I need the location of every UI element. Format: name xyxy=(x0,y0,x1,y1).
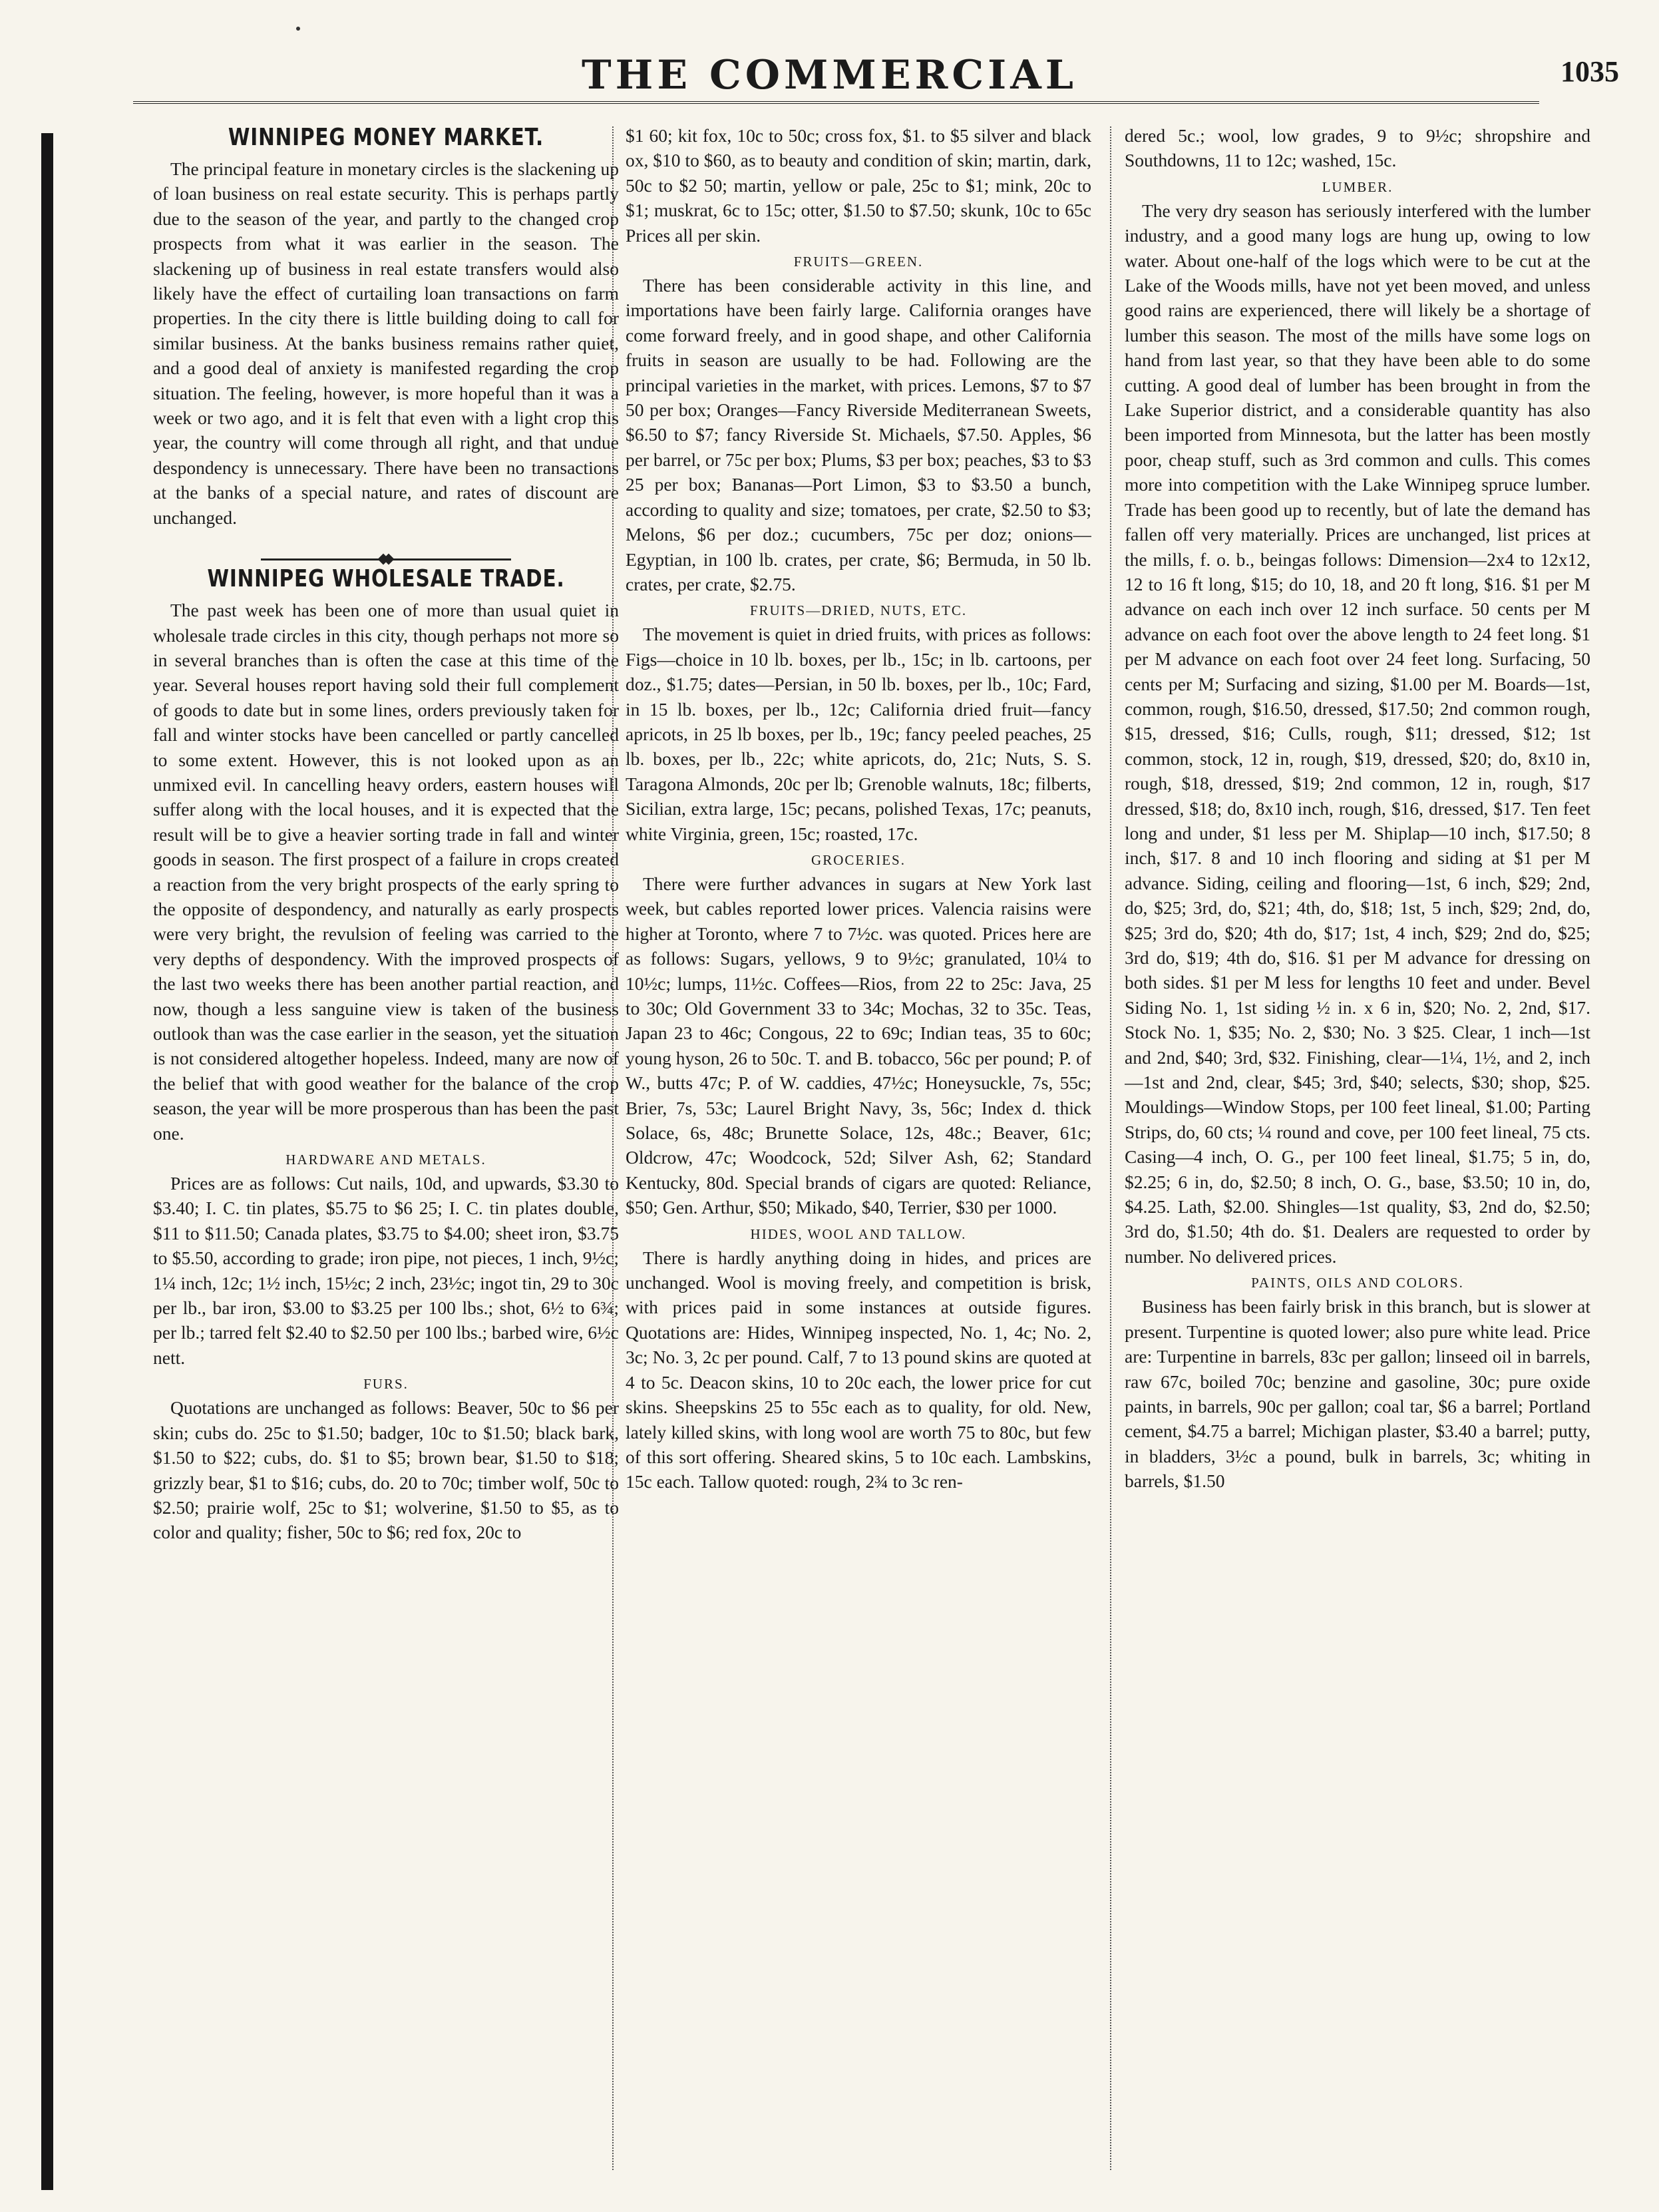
column-3 xyxy=(1125,123,1590,2173)
column-1 xyxy=(153,123,619,2173)
furs-text: Quotations are unchanged as follows: Beaver, 50c to $6 per skin; cubs do. 25c to $1.50; badger, 10c to $1.50; black bark, $1.50 to $22; cubs, do. $1 to $5; brown bear, $1.50 to $18; grizzly bear, $1 to $16; cubs, do. 20 to 70c; timber wolf, 50c to $2.50; prairie wolf, 25c to $1; wolverine, $1.50 to $5, as to color and quality; fisher, 50c to $6; red fox, 20c to xyxy=(153,1397,619,1543)
section-divider xyxy=(153,545,619,553)
column-2 xyxy=(626,123,1091,2173)
hardware-text: Prices are as follows: Cut nails, 10d, and upwards, $3.30 to $3.40; I. C. tin plates, $5.75 to $6 25; I. C. tin plates double, $11 to $11.50; Canada plates, $3.75 to $4.00; sheet iron, $3.75 to $5.50, according to grade; iron pipe, not pieces, 1 inch, 9½c; 1¼ inch, 12c; 1½ inch, 15½c; 2 inch, 23½c; ingot tin, 29 to 30c per lb., bar iron, $3.00 to $3.25 per 100 lbs.; shot, 6½ to 6¾; per lb.; tarred felt $2.40 to $2.50 per 100 lbs.; barbed wire, 6½c nett. xyxy=(153,1173,619,1368)
furs-heading: FURS. xyxy=(363,1376,409,1393)
newspaper-title: THE COMMERCIAL xyxy=(582,52,1077,99)
lumber-heading: LUMBER. xyxy=(1322,178,1393,195)
money-market-text: The principal feature in monetary circles is the slackening up of loan business on real estate security. This is perhaps partly due to the season of the year, and partly to the changed crop prospects from what it was earlier in the season. The slackening up of business in real estate transfers would also likely have the effect of curtailing loan transactions on farm properties. In the city there is little building doing to call for similar business. At the banks business remains rather quiet, and a good deal of anxiety is manifested regarding the crop situation. The feeling, however, is more hopeful than it was a week or two ago, and it is felt that even with a light crop this year, the country will come through all right, and that undue despondency is unnecessary. There have been no transactions at the banks of a special nature, and rates of discount are unchanged. xyxy=(153,158,619,528)
groceries-text: There were further advances in sugars at New York last week, but cables reported lower prices. Valencia raisins were higher at Toronto, where 7 to 7½c. was quoted. Prices here are as follows: Sugars, yellows, 9 to 9½c; granulated, 10¼ to 10½c; lumps, 11½c. Coffees—Rios, from 22 to 25c: Java, 25 to 30c; Old Government 33 to 34c; Mochas, 32 to 35c. Teas, Japan 23 to 46c; Congous, 22 to 69c; Indian teas, 35 to 60c; young hyson, 26 to 50c. T. and B. tobacco, 56c per pound; P. of W., butts 47c; P. of W. caddies, 47½c; Honeysuckle, 7s, 55c; Brier, 7s, 53c; Laurel Bright Navy, 3s, 56c; Index d. thick Solace, 6s, 48c; Brunette Solace, 12s, 48c.; Beaver, 61c; Oldcrow, 47c; Woodcock, 52d; Silver Ash, 62; Standard Kentucky, 80d. Special brands of cigars are quoted: Reliance, $50; Gen. Arthur, $50; Mikado, $40, Terrier, $30 per 1000. xyxy=(626,873,1091,1218)
hardware-heading: HARDWARE AND METALS. xyxy=(285,1152,486,1168)
lumber-text: The very dry season has seriously interfered with the lumber industry, and a good many logs are hung up, owing to low water. About one-half of the logs which were to be cut at the Lake of the Woods mills, have not yet been moved, and unless good rains are experienced, there will likely be a shortage of lumber this season. The most of the mills have some logs on hand from last year, so that they have been able to do some cutting. A good deal of lumber has been brought in from the Lake Superior district, and a considerable quantity has also been imported from Minnesota, but the latter has been mostly poor, cheap stuff, such as 3rd common and culls. This comes more into competition with the Lake Winnipeg spruce lumber. Trade has been good up to recently, but of late the demand has fallen off very materially. Prices are unchanged, list prices at the mills, f. o. b., beingas follows: Dimension—2x4 to 12x12, 12 to 16 ft long, $15; do 10, 18, and 20 ft long, $16. $1 per M advance on each inch over 12 inch surface. 50 cents per M advance on each foot over the above length to 24 feet long. $1 per M advance on each foot over 24 feet long. Surfacing, 50 cents per M; Surfacing and sizing, $1.00 per M. Boards—1st, common, rough, $16.50, dressed, $17.50; 2nd common rough, $15, dressed, $16; Culls, rough, $11; dressed, $12; 1st common, stock, 12 in, rough, $19, dressed, $20; do, 8x10 in, rough, $18, dressed, $19; 2nd common, 12 in, rough, $17 dressed, $18; do, 8x10 inch, rough, $16, dressed, $17. Ten feet long and under, $1 less per M. Shiplap—10 inch, $17.50; 8 inch, $17. 8 and 10 inch flooring and siding at $1 per M advance. Siding, ceiling and flooring—1st, 6 inch, $29; 2nd, do, $25; 3rd, do, $21; 4th, do, $18; 1st, 5 inch, $29; 2nd, do, $25; 3rd do, $20; 4th do, $17; 1st, 4 inch, $29; 2nd do, $25; 3rd do, $19; 4th do, $16. $1 per M advance for dressing on both sides. $1 per M less for lengths 10 feet and under. Bevel Siding No. 1, 1st siding ½ in. x 6 in, $20; No. 2, 2nd, $17. Stock No. 1, $35; No. 2, $30; No. 3 $25. Clear, 1 inch—1st and 2nd, $40; 3rd, $32. Finishing, clear—1¼, 1½, and 2, inch—1st and 2nd, clear, $45; 3rd, $40; selects, $30; shop, $25. Mouldings—Window Stops, per 100 feet lineal, $1.00; Parting Strips, do, 60 cts; ¼ round and cove, per 100 feet lineal, 75 cts. Casing—4 inch, O. G., per 100 feet lineal, $1.75; 5 in, do, $2.25; 6 in, do, $2.50; 8 inch, O. G., base, $3.50; 10 in, do, $4.25. Lath, $2.00. Shingles—1st quality, $3, 2nd do, $2.50; 3rd do, $1.50; 4th do. $1. Dealers are requested to order by number. No delivered prices. xyxy=(1125,200,1590,1267)
fruits-green-heading: FRUITS—GREEN. xyxy=(793,254,924,270)
groceries-heading: GROCERIES. xyxy=(811,851,906,868)
paints-heading: PAINTS, OILS AND COLORS. xyxy=(1251,1275,1464,1291)
speck xyxy=(296,27,300,31)
paints-text: Business has been fairly brisk in this branch, but is slower at present. Turpentine is quoted lower; also pure white lead. Price are: Turpentine in barrels, 83c per gallon; linseed oil in barrels, raw 67c, boiled 70c; benzine and gasoline, 30c; pure oxide paints, in barrels, 90c per gallon; coal tar, $6 a barrel; Portland cement, $4.75 a barrel; Michigan plaster, $3.40 a barrel; putty, in bladders, 3½c a pound, bulk in barrels, 3c; whiting in barrels, $1.50 xyxy=(1125,1296,1590,1492)
fruits-dried-heading: FRUITS—DRIED, NUTS, ETC. xyxy=(749,602,968,619)
hides-text: There is hardly anything doing in hides, and prices are unchanged. Wool is moving freely, and competition is brisk, with prices paid in some instances at outside figures. Quotations are: Hides, Winnipeg inspected, No. 1, 4c; No. 2, 3c; No. 3, 2c per pound. Calf, 7 to 13 pound skins are quoted at 4 to 5c. Deacon skins, 10 to 20c each, the lower price for cut skins. Sheepskins 25 to 55c each as to quality, for old. New, lately killed skins, with long wool are worth 75 to 80c, but few of this sort offering. Sheared skins, 5 to 10c each. Lambskins, 15c each. Tallow quoted: rough, 2¾ to 3c ren- xyxy=(626,1247,1091,1492)
fruits-green-text: There has been considerable activity in this line, and importations have been fairly large. California oranges have come forward freely, and in good shape, and other California fruits in season are usually to be had. Following are the principal varieties in the market, with prices. Lemons, $7 to $7 50 per box; Oranges—Fancy Riverside Mediterranean Sweets, $6.50 to $7; fancy Riverside St. Michaels, $7.50. Apples, $6 per barrel, or 75c per box; Plums, $3 per box; peaches, $3 to $3 25 per box; Bananas—Port Limon, $3 to $3.50 a bunch, according to quality and size; tomatoes, per crate, $2.50 to $3; Melons, $6 per doz.; cucumbers, 75c per doz; onions—Egyptian, in 100 lb. crates, per crate, $6; Bermuda, in 50 lb. crates, per crate, $2.75. xyxy=(626,275,1091,594)
furs-continued: $1 60; kit fox, 10c to 50c; cross fox, $1. to $5 silver and black ox, $10 to $60, as to beauty and condition of skin; martin, dark, 50c to $2 50; martin, yellow or pale, 25c to $1; mink, 20c to $1; muskrat, 6c to 15c; otter, $1.50 to $7.50; skunk, 10c to 65c Prices all per skin. xyxy=(626,125,1091,246)
money-market-title: WINNIPEG MONEY MARKET. xyxy=(228,124,544,151)
wholesale-trade-title: WINNIPEG WHOLESALE TRADE. xyxy=(207,565,565,593)
hides-heading: HIDES, WOOL AND TALLOW. xyxy=(750,1225,967,1242)
wholesale-trade-text: The past week has been one of more than usual quiet in wholesale trade circles in this city, though perhaps not more so in several branches than is often the case at this time of the year. Several houses report having sold their full complement of goods to date but in some lines, orders previously taken for fall and winter stocks have been cancelled or partly cancelled to some extent. However, this is not looked upon as an unmixed evil. In cancelling heavy orders, eastern houses will suffer along with the local houses, and it is expected that the result will be to give a heavier sorting trade in fall and winter goods in season. The first prospect of a failure in crops created a reaction from the very bright prospects of the early spring to the opposite of despondency, and naturally as early prospects were very bright, the revulsion of feeling was carried to the very depths of despondency. With the improved prospects of the last two weeks there has been another partial reaction, and now, though a less sanguine view is taken of the business outlook than was the case earlier in the season, yet the situation is not considered altogether hopeless. Indeed, many are now of the belief that with good weather for the balance of the crop season, the year will be more prosperous than has been the past one. xyxy=(153,600,619,1144)
column-rule-2 xyxy=(1110,126,1111,2170)
page-number: 1035 xyxy=(1561,55,1619,88)
hides-continued: dered 5c.; wool, low grades, 9 to 9½c; shropshire and Southdowns, 11 to 12c; washed, 15c. xyxy=(1125,125,1590,171)
masthead xyxy=(0,40,1659,107)
masthead-rule xyxy=(133,101,1539,104)
fruits-dried-text: The movement is quiet in dried fruits, with prices as follows: Figs—choice in 10 lb. boxes, per lb., 15c; in lb. cartoons, per doz., $1.75; dates—Persian, in 50 lb. boxes, per lb., 10c; Fard, in 15 lb. boxes, per lb., 12c; California dried fruit—fancy apricots, in 25 lb boxes, per lb., 19c; fancy peeled peaches, 25 lb. boxes, per lb., 22c; white apricots, do, 21c; Nuts, S. S. Taragona Almonds, 20c per lb; Grenoble walnuts, 18c; filberts, Sicilian, extra large, 15c; pecans, polished Texas, 17c; peanuts, white Virginia, green, 15c; roasted, 17c. xyxy=(626,624,1091,844)
binding-edge xyxy=(41,133,53,2190)
